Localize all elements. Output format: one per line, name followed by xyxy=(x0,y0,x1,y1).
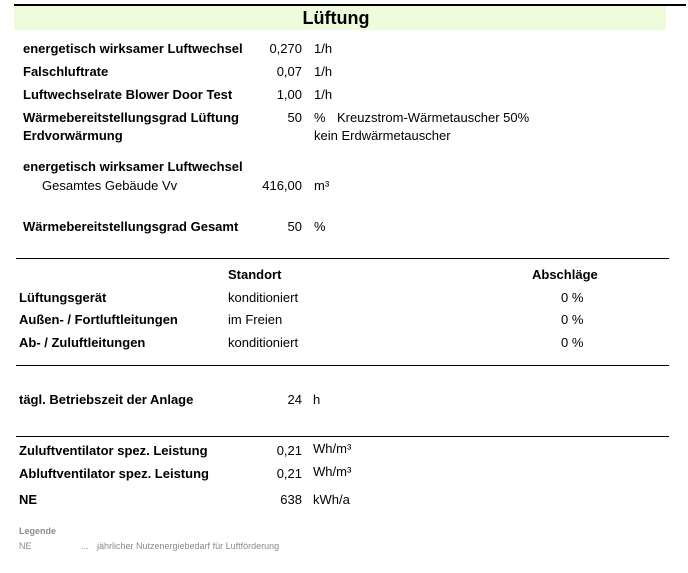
divider xyxy=(16,436,669,437)
table-row-label: Lüftungsgerät xyxy=(19,290,107,305)
ventilator-value: 0,21 xyxy=(276,443,302,458)
page-title: Lüftung xyxy=(302,8,370,28)
row-note: Kreuzstrom-Wärmetauscher 50% xyxy=(337,110,530,125)
table-row-label: Ab- / Zuluftleitungen xyxy=(19,335,146,350)
betrieb-value: 24 xyxy=(287,392,302,407)
table-row-abschlag: 0 % xyxy=(561,312,584,327)
row-unit: % xyxy=(314,110,326,125)
table-row-label: Außen- / Fortluftleitungen xyxy=(19,312,178,327)
row-value: 0,07 xyxy=(276,64,302,79)
row-label: Wärmebereitstellungsgrad Lüftung xyxy=(23,110,239,125)
ventilator-label: Abluftventilator spez. Leistung xyxy=(19,466,209,481)
luftwechsel-heading: energetisch wirksamer Luftwechsel xyxy=(23,159,243,174)
row-unit: 1/h xyxy=(314,41,333,56)
table-row-abschlag: 0 % xyxy=(561,290,584,305)
ne-value: 638 xyxy=(280,492,302,507)
row-unit: 1/h xyxy=(314,87,333,102)
ne-label: NE xyxy=(19,492,38,507)
legende-abbr: NE xyxy=(19,541,32,551)
ventilator-unit: Wh/m³ xyxy=(313,464,352,479)
betrieb-unit: h xyxy=(313,392,321,407)
gesamt-label: Wärmebereitstellungsgrad Gesamt xyxy=(23,219,239,234)
table-row-standort: konditioniert xyxy=(228,290,299,305)
divider xyxy=(16,258,669,259)
row-label: Falschluftrate xyxy=(23,64,109,79)
row-value: 50 xyxy=(287,110,302,125)
ventilator-label: Zuluftventilator spez. Leistung xyxy=(19,443,208,458)
row-value: 0,270 xyxy=(269,41,302,56)
gesamt-unit: % xyxy=(314,219,326,234)
table-row-standort: im Freien xyxy=(228,312,283,327)
legende-heading: Legende xyxy=(19,526,57,536)
gebaeude-label: Gesamtes Gebäude Vv xyxy=(42,178,178,193)
table-row-standort: konditioniert xyxy=(228,335,299,350)
row-label: Erdvorwärmung xyxy=(23,128,123,143)
table-row-abschlag: 0 % xyxy=(561,335,584,350)
row-unit: 1/h xyxy=(314,64,333,79)
gesamt-value: 50 xyxy=(287,219,302,234)
header-standort: Standort xyxy=(228,267,282,282)
legende-dots: ... xyxy=(81,541,89,551)
row-value: 1,00 xyxy=(276,87,302,102)
ventilator-value: 0,21 xyxy=(276,466,302,481)
gebaeude-value: 416,00 xyxy=(262,178,302,193)
header-abschlaege: Abschläge xyxy=(532,267,598,282)
ventilator-unit: Wh/m³ xyxy=(313,441,352,456)
row-label: Luftwechselrate Blower Door Test xyxy=(23,87,233,102)
betrieb-label: tägl. Betriebszeit der Anlage xyxy=(19,392,194,407)
row-note: kein Erdwärmetauscher xyxy=(314,128,451,143)
ne-unit: kWh/a xyxy=(313,492,350,507)
gebaeude-unit: m³ xyxy=(314,178,330,193)
legende-text: jährlicher Nutzenergiebedarf für Luftförderung xyxy=(97,541,280,551)
divider xyxy=(16,365,669,366)
row-label: energetisch wirksamer Luftwechsel xyxy=(23,41,243,56)
